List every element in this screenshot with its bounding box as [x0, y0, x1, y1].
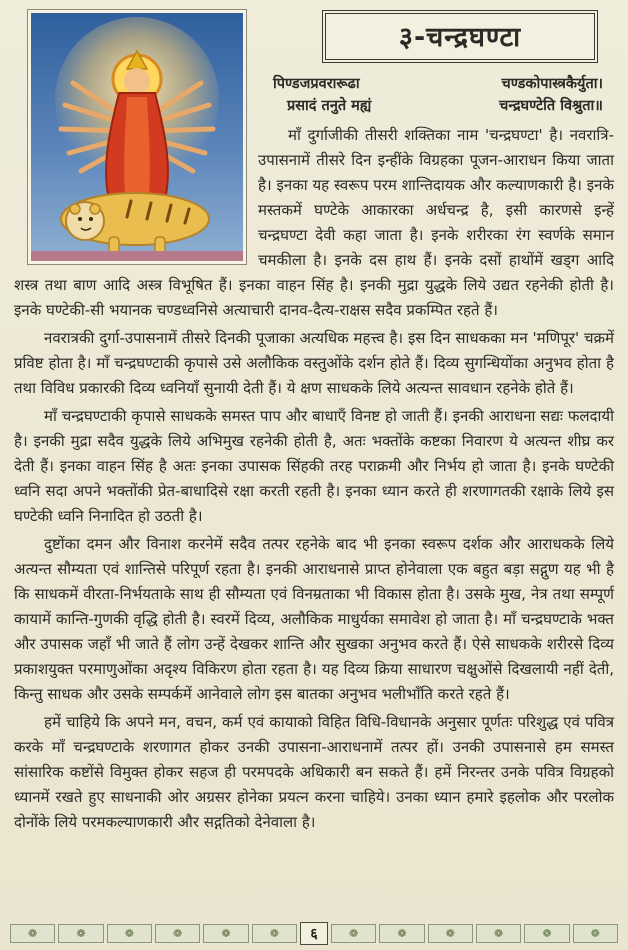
shloka-line-1 [273, 73, 603, 95]
sari-fold [124, 97, 150, 195]
shloka-2-left: प्रसादं तनुते मह्यं [287, 98, 372, 114]
shloka-line-2 [273, 95, 603, 117]
chapter-title: ३-चन्द्रघण्टा [322, 10, 598, 63]
paragraph-2: नवरात्रकी दुर्गा-उपासनामें तीसरे दिनकी पूजाका अत्यधिक महत्त्व है। इस दिन साधकका मन 'मणिपूर' चक्रमें प्रविष्ट होता है। माँ चन्द्रघण्टाकी कृपासे उसे अलौकिक वस्तुओंके दर्शन होते हैं। दिव्य सुगन्धियोंका अनुभव होता है तथा विविध प्रकारकी दिव्य ध्वनियाँ सुनायी देती हैं। ये क्षण साधकके लिये अत्यन्त सावधान रहनेके होते हैं। [14, 329, 614, 397]
ornament-stamp: ❁ [252, 924, 297, 943]
ornament-stamp: ❁ [428, 924, 473, 943]
ornament-stamp: ❁ [379, 924, 424, 943]
paragraph-4: दुष्टोंका दमन और विनाश करनेमें सदैव तत्पर रहनेके बाद भी इनका स्वरूप दर्शक और आराधकके लिये अत्यन्त सौम्यता एवं शान्तिसे परिपूर्ण रहता है। इनकी आराधनासे प्राप्त होनेवाला एक बहुत बड़ा सद्गुण यह भी है कि साधकमें वीरता-निर्भयताके साथ ही सौम्यता एवं विनम्रताका भी विकास होता है। उसके मुख, नेत्र तथा सम्पूर्ण कायामें कान्ति-गुणकी वृद्धि होती है। स्वरमें दिव्य, अलौकिक माधुर्यका समावेश हो जाता है। माँ चन्द्रघण्टाके भक्त और उपासक जहाँ भी जाते हैं लोग उन्हें देखकर शान्ति और सुखका अनुभव करते हैं। ऐसे साधकके शरीरसे दिव्य प्रकाशयुक्त परमाणुओंका अदृश्य विकिरण होता रहता है। यह दिव्य क्रिया साधारण चक्षुओंसे दिखलायी नहीं देती, किन्तु साधक और उसके सम्पर्कमें आनेवाले लोग इस बातका अनुभव भलीभाँति करते रहते हैं। [14, 535, 614, 703]
deity-image [28, 10, 246, 264]
shloka-2-right: चन्द्रघण्टेति विश्रुता॥ [499, 98, 603, 114]
shloka-1-right: चण्डकोपास्त्रकैर्युता। [501, 76, 603, 92]
ornament-stamp: ❁ [107, 924, 152, 943]
ornament-stamp: ❁ [203, 924, 248, 943]
ground-strip [31, 251, 243, 261]
goddess-chandraghanta-illustration [31, 13, 243, 261]
goddess-face [124, 68, 150, 94]
ornament-stamp: ❁ [155, 924, 200, 943]
paragraph-5: हमें चाहिये कि अपने मन, वचन, कर्म एवं कायाको विहित विधि-विधानके अनुसार पूर्णतः परिशुद्ध एवं पवित्र करके माँ चन्द्रघण्टाके शरणागत होकर उनकी उपासना-आराधनामें तत्पर हों। उनकी उपासनासे हम समस्त सांसारिक कष्टोंसे विमुक्त होकर सहज ही परमपदके अधिकारी बन सकते हैं। हमें निरन्तर उनके पवित्र विग्रहको ध्यानमें रखते हुए साधनाकी ओर अग्रसर होनेका प्रयत्न करना चाहिये। उनका ध्यान हमारे इहलोक और परलोक दोनोंके लिये परमकल्याणकारी और सद्गतिको देनेवाला है। [14, 713, 614, 831]
page-number: ६ [300, 922, 328, 945]
shloka-1-left: पिण्डजप्रवरारूढा [273, 76, 360, 92]
ornament-stamp: ❁ [10, 924, 55, 943]
ornament-stamp: ❁ [58, 924, 103, 943]
sanskrit-shloka [273, 73, 603, 117]
paragraph-1: माँ दुर्गाजीकी तीसरी शक्तिका नाम 'चन्द्रघण्टा' है। नवरात्रि-उपासनामें तीसरे दिन इन्हींके विग्रहका पूजन-आराधन किया जाता है। इनका यह स्वरूप परम शान्तिदायक और कल्याणकारी है। इनके मस्तकमें घण्टेके आकारका अर्धचन्द्र है, इसी कारणसे इन्हें चन्द्रघण्टा देवी कहा जाता है। इनके शरीरका रंग स्वर्णके समान चमकीला है। इनके दस हाथ हैं। इनके दसों हाथोंमें खड्ग आदि शस्त्र तथा बाण आदि अस्त्र विभूषित हैं। इनका वाहन सिंह है। इनकी मुद्रा युद्धके लिये उद्यत रहनेकी होती है। इनके घण्टेकी-सी भयानक चण्डध्वनिसे अत्याचारी दानव-दैत्य-राक्षस सदैव प्रकम्पित रहते हैं। [14, 126, 614, 319]
footer-ornament-strip [10, 922, 618, 945]
paragraph-3: माँ चन्द्रघण्टाकी कृपासे साधकके समस्त पाप और बाधाएँ विनष्ट हो जाती हैं। इनकी आराधना सद्यः फलदायी है। इनकी मुद्रा सदैव युद्धके लिये अभिमुख रहनेकी होती है, अतः भक्तोंके कष्टका निवारण ये अत्यन्त शीघ्र कर देती हैं। इनका वाहन सिंह है अतः इनका उपासक सिंहकी तरह पराक्रमी और निर्भय हो जाता है। इनके घण्टेकी ध्वनि सदा अपने भक्तोंकी प्रेत-बाधादिसे रक्षा करती रहती है। इनका ध्यान करते ही शरणागतकी रक्षाके लिये इस घण्टेकी ध्वनि निनादित हो उठती है। [14, 407, 614, 525]
ornament-stamp: ❁ [331, 924, 376, 943]
header-block [262, 10, 614, 117]
ornament-stamp: ❁ [476, 924, 521, 943]
ornament-stamp: ❁ [524, 924, 569, 943]
ornament-stamp: ❁ [573, 924, 618, 943]
